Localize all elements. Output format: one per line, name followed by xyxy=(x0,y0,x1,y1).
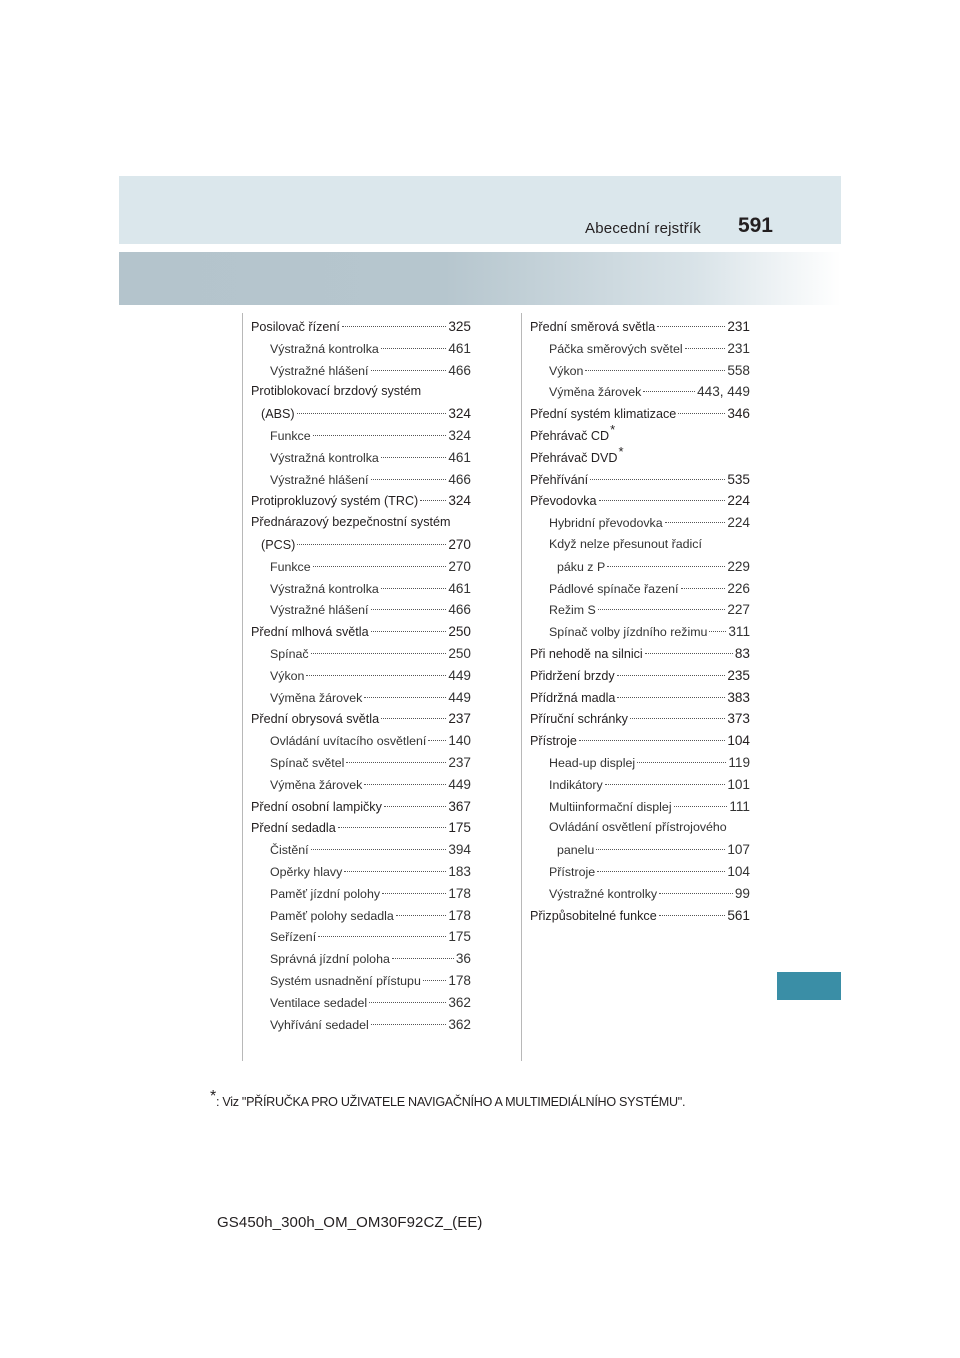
dot-leader xyxy=(346,762,446,763)
dot-leader xyxy=(617,697,725,698)
index-entry-page[interactable]: 373 xyxy=(727,711,750,727)
index-entry-label: Ventilace sedadel xyxy=(270,995,368,1010)
index-entry-label: Převodovka xyxy=(530,494,597,509)
index-entry-label: Správná jízdní poloha xyxy=(270,952,390,967)
dot-leader xyxy=(685,348,726,349)
index-entry xyxy=(251,839,471,861)
index-entry-label: Head-up displej xyxy=(549,755,636,770)
index-entry-page[interactable]: 324 xyxy=(448,406,471,422)
index-entry-label: Ovládání uvítacího osvětlení xyxy=(270,734,427,749)
index-entry xyxy=(530,817,750,839)
index-entry-page[interactable]: 107 xyxy=(727,842,750,858)
column-divider-middle xyxy=(521,313,522,1061)
index-entry xyxy=(251,578,471,600)
dot-leader xyxy=(381,588,447,589)
index-entry-label: Příruční schránky xyxy=(530,712,628,727)
dot-leader xyxy=(306,675,446,676)
index-entry-page[interactable]: 231 xyxy=(727,340,750,356)
index-entry-label: Vyhřívání sedadel xyxy=(270,1017,369,1032)
index-entry-page[interactable]: 383 xyxy=(727,689,750,705)
section-thumb-tab[interactable] xyxy=(777,972,841,1000)
index-entry-page[interactable]: 270 xyxy=(448,558,471,574)
index-entry xyxy=(530,708,750,730)
index-entry xyxy=(530,469,750,491)
dot-leader xyxy=(371,370,447,371)
index-entry xyxy=(251,861,471,883)
dot-leader xyxy=(597,871,725,872)
dot-leader xyxy=(607,566,725,567)
index-entry xyxy=(251,730,471,752)
index-entry xyxy=(530,883,750,905)
index-entry-label: Přednárazový bezpečnostní systém xyxy=(251,515,451,530)
footnote-marker: * xyxy=(610,421,616,437)
index-entry-label: Výstražná kontrolka xyxy=(270,581,379,596)
index-entry-page[interactable]: 237 xyxy=(448,711,471,727)
dot-leader xyxy=(579,740,725,741)
index-entry-page[interactable]: 461 xyxy=(448,340,471,356)
index-entry-label: Režim S xyxy=(549,603,596,618)
index-entry-label: Přední mlhová světla xyxy=(251,625,369,640)
index-entry xyxy=(530,338,750,360)
dot-leader xyxy=(598,609,725,610)
index-entry xyxy=(530,621,750,643)
index-entry-page[interactable]: 224 xyxy=(727,515,750,531)
index-entry-page[interactable]: 449 xyxy=(448,667,471,683)
index-entry xyxy=(251,926,471,948)
dot-leader xyxy=(313,566,447,567)
index-entry-label: Při nehodě na silnici xyxy=(530,646,643,661)
index-entry-page[interactable]: 36 xyxy=(455,951,471,967)
index-entry xyxy=(251,403,471,425)
dot-leader xyxy=(344,871,446,872)
index-entry-page[interactable]: 461 xyxy=(448,449,471,465)
index-entry xyxy=(530,316,750,338)
dot-leader xyxy=(313,435,447,436)
index-entry-page[interactable]: 325 xyxy=(448,319,471,334)
dot-leader xyxy=(371,479,447,480)
index-entry xyxy=(530,381,750,403)
index-entry-label: (ABS) xyxy=(261,407,295,422)
index-entry-label: Výměna žárovek xyxy=(270,777,363,792)
index-entry-label: Posilovač řízení xyxy=(251,320,340,334)
index-entry-page[interactable]: 226 xyxy=(727,580,750,596)
index-entry xyxy=(251,665,471,687)
index-entry xyxy=(530,752,750,774)
dot-leader xyxy=(678,413,725,414)
index-entry-label: Přední směrová světla xyxy=(530,320,656,334)
index-entry xyxy=(530,774,750,796)
index-entry-page[interactable]: 466 xyxy=(448,362,471,378)
index-entry-label: Přehrávač CD xyxy=(530,428,610,443)
index-entry xyxy=(251,817,471,839)
index-entry-label: Výstražná kontrolka xyxy=(270,450,379,465)
index-entry-page[interactable]: 83 xyxy=(734,645,750,661)
dot-leader xyxy=(297,413,447,414)
index-entry-label: Funkce xyxy=(270,559,311,574)
index-entry xyxy=(251,425,471,447)
dot-leader xyxy=(637,762,726,763)
dot-leader xyxy=(381,718,446,719)
page-number: 591 xyxy=(737,214,773,237)
index-entry-page[interactable]: 224 xyxy=(727,493,750,509)
index-entry-label: Výměna žárovek xyxy=(549,385,642,400)
index-entry-label: Opěrky hlavy xyxy=(270,864,343,879)
index-entry xyxy=(251,469,471,491)
column-divider-left xyxy=(242,313,243,1061)
index-entry-label: Výměna žárovek xyxy=(270,690,363,705)
index-entry-page[interactable]: 346 xyxy=(727,406,750,422)
index-entry-page[interactable]: 178 xyxy=(448,972,471,988)
index-entry xyxy=(251,599,471,621)
dot-leader xyxy=(371,1024,447,1025)
dot-leader xyxy=(381,348,447,349)
dot-leader xyxy=(392,958,454,959)
index-entry-page[interactable]: 270 xyxy=(448,536,471,552)
index-entry xyxy=(530,534,750,556)
index-entry xyxy=(251,360,471,382)
index-entry-label: Paměť polohy sedadla xyxy=(270,908,394,923)
index-entry xyxy=(530,861,750,883)
dot-leader xyxy=(645,653,733,654)
index-entry-page[interactable]: 104 xyxy=(727,733,750,749)
index-entry-page[interactable]: 466 xyxy=(448,471,471,487)
dot-leader xyxy=(297,544,446,545)
index-entry xyxy=(251,556,471,578)
index-entry-page[interactable]: 561 xyxy=(727,907,750,923)
index-entry-page[interactable]: 443, 449 xyxy=(697,384,750,400)
index-entry-label: panelu xyxy=(557,843,595,858)
index-entry-label: Páčka směrových světel xyxy=(549,341,683,356)
index-entry-label: Protiblokovací brzdový systém xyxy=(251,384,422,399)
index-entry-page[interactable]: 367 xyxy=(448,798,471,814)
dot-leader xyxy=(311,849,447,850)
index-entry-page[interactable]: 461 xyxy=(448,580,471,596)
index-entry-page[interactable]: 449 xyxy=(448,689,471,705)
index-entry-label: Přístroje xyxy=(549,864,596,879)
index-entry-label: Přidržení brzdy xyxy=(530,668,615,683)
index-entry-page[interactable]: 466 xyxy=(448,602,471,618)
dot-leader xyxy=(709,631,726,632)
dot-leader xyxy=(681,588,726,589)
index-entry-label: Výstražné hlášení xyxy=(270,363,369,378)
index-entry xyxy=(530,839,750,861)
index-entry-label: Přehřívání xyxy=(530,472,589,487)
index-entry xyxy=(251,1014,471,1036)
index-entry xyxy=(530,599,750,621)
index-entry-label: páku z P xyxy=(557,559,606,574)
header-gradient-band xyxy=(119,252,841,305)
index-entry-page[interactable]: 237 xyxy=(448,754,471,770)
index-entry-page[interactable]: 99 xyxy=(734,885,750,901)
dot-leader xyxy=(643,391,695,392)
index-entry xyxy=(530,687,750,709)
index-entry-label: Multiinformační displej xyxy=(549,799,672,814)
index-entry xyxy=(251,447,471,469)
index-entry-label: Protiprokluzový systém (TRC) xyxy=(251,494,419,509)
document-id: GS450h_300h_OM_OM30F92CZ_(EE) xyxy=(217,1214,483,1231)
index-entry-label: Funkce xyxy=(270,428,311,443)
index-entry-page[interactable]: 362 xyxy=(448,994,471,1010)
index-entry xyxy=(251,992,471,1014)
dot-leader xyxy=(369,1002,446,1003)
index-entry-label: Spínač volby jízdního režimu xyxy=(549,625,708,640)
index-entry-page[interactable]: 235 xyxy=(727,667,750,683)
dot-leader xyxy=(659,915,726,916)
index-entry xyxy=(251,316,471,338)
dot-leader xyxy=(420,500,446,501)
dot-leader xyxy=(311,653,447,654)
dot-leader xyxy=(364,784,446,785)
index-entry-page[interactable]: 140 xyxy=(448,733,471,749)
index-entry xyxy=(530,643,750,665)
index-entry xyxy=(251,687,471,709)
index-entry-page[interactable]: 231 xyxy=(727,319,750,334)
index-entry xyxy=(530,730,750,752)
dot-leader xyxy=(428,740,446,741)
index-entry-page[interactable]: 535 xyxy=(727,471,750,487)
index-entry-page[interactable]: 227 xyxy=(727,602,750,618)
index-entry xyxy=(530,421,750,447)
index-entry-label: Přídržná madla xyxy=(530,690,616,705)
index-entry-label: Spínač světel xyxy=(270,755,345,770)
index-entry-label: Přední sedadla xyxy=(251,821,336,836)
index-entry xyxy=(251,752,471,774)
index-entry-label: Seřízení xyxy=(270,930,317,945)
index-entry-label: Přizpůsobitelné funkce xyxy=(530,908,657,923)
index-entry xyxy=(530,360,750,382)
index-entry-label: Indikátory xyxy=(549,777,603,792)
index-entry xyxy=(530,556,750,578)
index-entry xyxy=(251,643,471,665)
index-entry xyxy=(251,948,471,970)
index-entry-page[interactable]: 111 xyxy=(729,798,750,814)
index-column-right xyxy=(530,316,750,926)
index-entry-label: Pádlové spínače řazení xyxy=(549,581,679,596)
dot-leader xyxy=(596,849,725,850)
index-entry xyxy=(251,338,471,360)
section-title: Abecední rejstřík xyxy=(585,220,701,237)
index-entry-label: (PCS) xyxy=(261,537,296,552)
index-entry xyxy=(530,665,750,687)
index-entry-label: Přední obrysová světla xyxy=(251,712,380,727)
index-entry-page[interactable]: 178 xyxy=(448,885,471,901)
index-entry-label: Přístroje xyxy=(530,734,577,749)
index-entry xyxy=(251,970,471,992)
index-entry xyxy=(251,534,471,556)
dot-leader xyxy=(657,326,725,327)
footnote-text: : Viz "PŘÍRUČKA PRO UŽIVATELE NAVIGAČNÍHO A MULTIMEDIÁLNÍHO SYSTÉMU". xyxy=(215,1095,686,1109)
dot-leader xyxy=(605,784,726,785)
index-entry-label: Přední systém klimatizace xyxy=(530,407,677,422)
index-entry xyxy=(251,774,471,796)
dot-leader xyxy=(674,806,728,807)
index-entry xyxy=(251,512,471,534)
index-entry xyxy=(530,578,750,600)
index-entry-page[interactable]: 324 xyxy=(448,427,471,443)
dot-leader xyxy=(617,675,726,676)
index-entry-page[interactable]: 324 xyxy=(448,493,471,509)
index-entry xyxy=(530,512,750,534)
index-entry xyxy=(251,905,471,927)
index-entry-label: Ovládání osvětlení přístrojového xyxy=(549,820,727,835)
dot-leader xyxy=(599,500,726,501)
index-entry-label: Paměť jízdní polohy xyxy=(270,886,381,901)
dot-leader xyxy=(665,522,726,523)
index-entry xyxy=(530,443,750,469)
index-entry-page[interactable]: 362 xyxy=(448,1016,471,1032)
index-entry-label: Výstražná kontrolka xyxy=(270,341,379,356)
dot-leader xyxy=(371,609,447,610)
index-entry-page[interactable]: 229 xyxy=(727,558,750,574)
dot-leader xyxy=(371,631,447,632)
dot-leader xyxy=(590,479,725,480)
index-entry-page[interactable]: 394 xyxy=(448,842,471,858)
dot-leader xyxy=(364,697,446,698)
index-entry-label: Spínač xyxy=(270,646,309,661)
dot-leader xyxy=(338,827,447,828)
index-entry-page[interactable]: 104 xyxy=(727,863,750,879)
index-entry-page[interactable]: 558 xyxy=(727,362,750,378)
dot-leader xyxy=(585,370,725,371)
dot-leader xyxy=(342,326,446,327)
dot-leader xyxy=(630,718,725,719)
index-entry xyxy=(251,490,471,512)
dot-leader xyxy=(382,893,446,894)
index-entry-label: Přední osobní lampičky xyxy=(251,799,382,814)
index-entry-page[interactable]: 311 xyxy=(728,624,750,640)
index-entry-page[interactable]: 178 xyxy=(448,907,471,923)
dot-leader xyxy=(396,915,446,916)
index-entry xyxy=(530,796,750,818)
index-column-left xyxy=(251,316,471,1035)
index-entry-page[interactable]: 250 xyxy=(448,645,471,661)
index-entry-label: Hybridní převodovka xyxy=(549,516,663,531)
index-entry-label: Přehrávač DVD xyxy=(530,450,618,465)
index-entry-label: Výstražné hlášení xyxy=(270,472,369,487)
page-header xyxy=(119,176,841,244)
index-entry xyxy=(251,883,471,905)
footnote-marker: * xyxy=(618,443,624,459)
dot-leader xyxy=(423,980,446,981)
index-entry-page[interactable]: 250 xyxy=(448,624,471,640)
index-entry-label: Čistění xyxy=(270,843,309,858)
dot-leader xyxy=(381,457,447,458)
index-entry-page[interactable]: 101 xyxy=(727,776,750,792)
index-entry-label: Systém usnadnění přístupu xyxy=(270,973,421,988)
index-entry-page[interactable]: 175 xyxy=(448,929,471,945)
index-entry-label: Výkon xyxy=(549,363,584,378)
index-entry-page[interactable]: 183 xyxy=(448,863,471,879)
index-entry xyxy=(530,490,750,512)
index-entry-label: Když nelze přesunout řadicí xyxy=(549,536,702,551)
index-entry xyxy=(251,621,471,643)
index-entry-label: Výkon xyxy=(270,668,305,683)
index-entry-page[interactable]: 119 xyxy=(728,754,750,770)
dot-leader xyxy=(659,893,733,894)
index-entry xyxy=(530,905,750,927)
footnote-star: * xyxy=(210,1088,216,1105)
index-entry xyxy=(251,708,471,730)
index-entry xyxy=(251,796,471,818)
dot-leader xyxy=(384,806,446,807)
index-entry-page[interactable]: 175 xyxy=(448,820,471,836)
index-entry xyxy=(530,403,750,425)
dot-leader xyxy=(318,936,446,937)
index-entry-page[interactable]: 449 xyxy=(448,776,471,792)
index-entry-label: Výstražné hlášení xyxy=(270,603,369,618)
index-entry-label: Výstražné kontrolky xyxy=(549,886,658,901)
index-entry xyxy=(251,381,471,403)
footnote xyxy=(210,1088,686,1111)
